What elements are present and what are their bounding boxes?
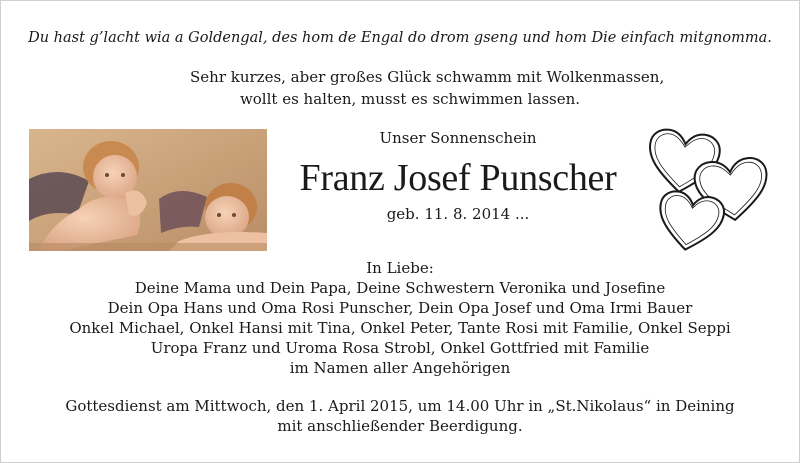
mourners-intro: In Liebe:	[366, 259, 434, 277]
deceased-name: Franz Josef Punscher	[299, 157, 617, 199]
poem-line: wollt es halten, musst es schwimmen lassen.	[239, 90, 581, 108]
mourners-line: Uropa Franz und Uroma Rosa Strobl, Onkel Gottfried mit Familie	[150, 339, 650, 357]
angels-picture	[29, 129, 267, 251]
mourners-line: Dein Opa Hans und Oma Rosi Punscher, Dein Opa Josef und Oma Irmi Bauer	[107, 299, 693, 317]
angels-illustration	[29, 129, 267, 251]
mourners-line: im Namen aller Angehörigen	[289, 359, 511, 377]
service-line: mit anschließender Beerdigung.	[277, 417, 523, 435]
service-line: Gottesdienst am Mittwoch, den 1. April 2015, um 14.00 Uhr in „St.Nikolaus“ in Deining	[65, 397, 735, 415]
motto: Du hast g’lacht wia a Goldengal, des hom de Engal do drom gseng und hom Die einfach mitgnomma.	[28, 30, 772, 46]
poem	[190, 66, 665, 110]
service-info	[0, 396, 800, 436]
subtitle: Unser Sonnenschein	[379, 129, 537, 147]
mourners-list	[0, 258, 800, 378]
mourners-line: Onkel Michael, Onkel Hansi mit Tina, Onkel Peter, Tante Rosi mit Familie, Onkel Seppi	[69, 319, 731, 337]
three-hearts-icon	[644, 126, 774, 254]
deceased-header	[280, 124, 636, 224]
birth-date: geb. 11. 8. 2014 ...	[386, 205, 530, 223]
mourners-line: Deine Mama und Dein Papa, Deine Schwestern Veronika und Josefine	[134, 279, 666, 297]
poem-line: Sehr kurzes, aber großes Glück schwamm mit Wolkenmassen,	[190, 68, 665, 86]
